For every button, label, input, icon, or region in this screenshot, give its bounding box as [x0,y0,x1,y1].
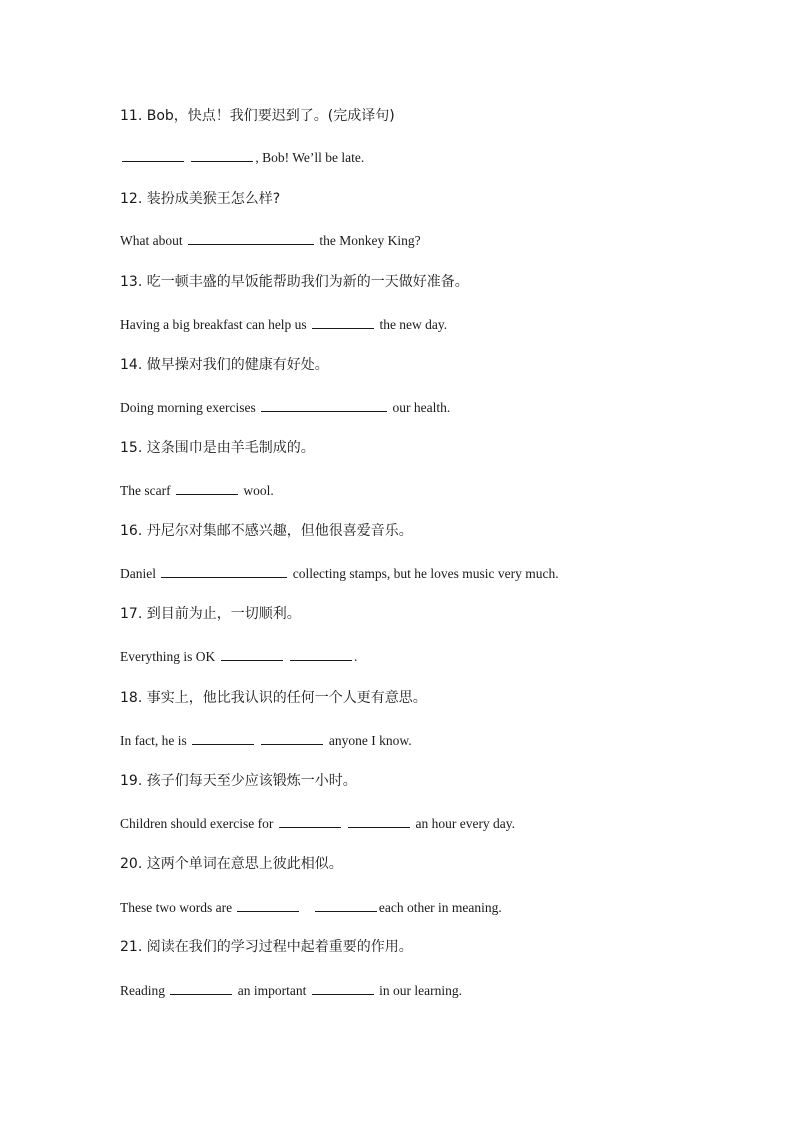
chinese-prompt: 事实上，他比我认识的任何一个人更有意思。 [146,690,427,706]
english-text: an important [237,983,307,998]
english-text: The scarf [120,483,171,498]
english-text: . [354,649,358,664]
chinese-prompt: 到目前为止，一切顺利。 [146,606,301,622]
answer-blank[interactable] [188,231,314,245]
chinese-prompt: 吃一顿丰盛的早饭能帮助我们为新的一天做好准备。 [146,274,469,290]
chinese-prompt: 装扮成美猴王怎么样? [146,191,281,207]
question-number: 21. [120,939,143,955]
question-number: 17. [120,606,143,622]
english-text: , Bob! We’ll be late. [255,150,365,165]
question-number: 20. [120,856,143,872]
chinese-prompt: 阅读在我们的学习过程中起着重要的作用。 [146,939,413,955]
answer-blank[interactable] [122,148,184,162]
answer-blank[interactable] [290,647,352,661]
english-text: Everything is OK [120,649,216,664]
chinese-prompt: 孩子们每天至少应该锻炼一小时。 [146,773,357,789]
english-text: each other in meaning. [378,900,502,915]
question-number: 16. [120,523,143,539]
answer-blank[interactable] [191,148,253,162]
chinese-prompt: 这条围巾是由羊毛制成的。 [146,440,315,456]
english-text: Reading [120,983,165,998]
english-text: These two words are [120,900,233,915]
chinese-prompt: 丹尼尔对集邮不感兴趣，但他很喜爱音乐。 [146,523,413,539]
answer-blank[interactable] [192,731,254,745]
english-text: the Monkey King? [319,233,421,248]
answer-blank[interactable] [221,647,283,661]
chinese-prompt: 这两个单词在意思上彼此相似。 [146,856,343,872]
answer-blank[interactable] [315,898,377,912]
answer-blank[interactable] [312,315,374,329]
answer-blank[interactable] [161,564,287,578]
question-number: 19. [120,773,143,789]
answer-blank[interactable] [170,981,232,995]
question-number: 18. [120,690,143,706]
english-text: What about [120,233,183,248]
answer-blank[interactable] [279,814,341,828]
english-text: collecting stamps, but he loves music very much. [292,566,559,581]
answer-blank[interactable] [348,814,410,828]
english-text: an hour every day. [415,816,516,831]
answer-blank[interactable] [176,481,238,495]
english-text: Having a big breakfast can help us [120,317,307,332]
answer-blank[interactable] [237,898,299,912]
english-text: In fact, he is [120,733,187,748]
english-text: in our learning. [379,983,462,998]
english-text: Children should exercise for [120,816,274,831]
answer-blank[interactable] [312,981,374,995]
question-number: 14. [120,357,143,373]
english-text: our health. [392,400,451,415]
english-text: anyone I know. [328,733,412,748]
question-number: 13. [120,274,143,290]
english-text: Doing morning exercises [120,400,256,415]
english-text: the new day. [379,317,448,332]
question-number: 12. [120,191,143,207]
question-number: 11. [120,108,143,124]
chinese-prompt: 做早操对我们的健康有好处。 [146,357,329,373]
answer-blank[interactable] [261,398,387,412]
english-text: wool. [243,483,274,498]
english-text: Daniel [120,566,156,581]
chinese-prompt: Bob，快点！我们要迟到了。(完成译句) [146,108,395,124]
answer-blank[interactable] [261,731,323,745]
question-number: 15. [120,440,143,456]
